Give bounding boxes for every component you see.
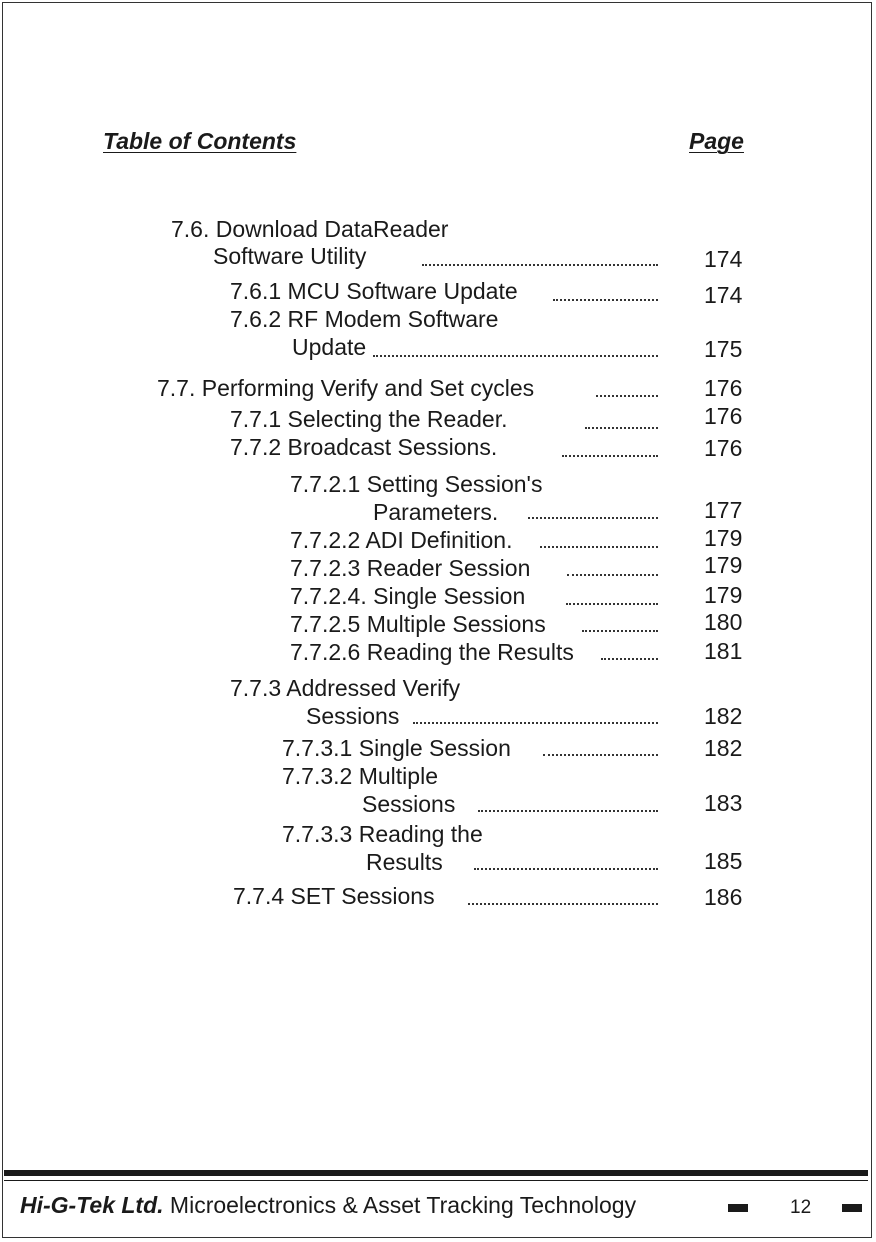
dot-leader bbox=[422, 262, 658, 266]
toc-page-7-7-2: 176 bbox=[704, 435, 743, 461]
toc-entry-7-6-line2: Software Utility bbox=[213, 243, 367, 269]
toc-page-7-6: 174 bbox=[704, 246, 743, 272]
toc-entry-7-7-2-3: 7.7.2.3 Reader Session bbox=[290, 555, 531, 581]
toc-page-7-7-3-2: 183 bbox=[704, 790, 743, 816]
toc-page-7-7-2-1: 177 bbox=[704, 497, 743, 523]
dot-leader bbox=[478, 808, 658, 812]
toc-page-7-7-3-1: 182 bbox=[704, 735, 743, 761]
dot-leader bbox=[596, 393, 658, 397]
dot-leader bbox=[582, 628, 658, 632]
toc-entry-7-7-2-1-line2: Parameters. bbox=[373, 499, 499, 525]
dot-leader bbox=[474, 866, 658, 870]
toc-page-7-7-2-3: 179 bbox=[704, 552, 743, 578]
toc-page-7-6-2: 175 bbox=[704, 336, 743, 362]
dot-leader bbox=[540, 544, 658, 548]
dot-leader bbox=[413, 720, 658, 724]
dot-leader bbox=[543, 752, 658, 756]
toc-entry-7-6-line1: 7.6. Download DataReader bbox=[171, 216, 449, 242]
dot-leader bbox=[562, 453, 658, 457]
toc-page-7-7-2-5: 180 bbox=[704, 609, 743, 635]
toc-page-7-6-1: 174 bbox=[704, 282, 743, 308]
page-number: 12 bbox=[790, 1197, 812, 1218]
toc-page-7-7-4: 186 bbox=[704, 884, 743, 910]
toc-page-7-7-2-4: 179 bbox=[704, 582, 743, 608]
toc-entry-7-7-3-3-line1: 7.7.3.3 Reading the bbox=[282, 821, 483, 847]
toc-entry-7-7-2-4: 7.7.2.4. Single Session bbox=[290, 583, 526, 609]
company-name: Hi-G-Tek Ltd. bbox=[20, 1192, 164, 1218]
toc-entry-7-7-2-5: 7.7.2.5 Multiple Sessions bbox=[290, 611, 546, 637]
toc-page-7-7-3-3: 185 bbox=[704, 848, 743, 874]
toc-entry-7-7: 7.7. Performing Verify and Set cycles bbox=[157, 375, 535, 401]
dot-leader bbox=[585, 425, 658, 429]
toc-entry-7-7-2: 7.7.2 Broadcast Sessions. bbox=[230, 434, 498, 460]
footer-marker-left bbox=[728, 1204, 748, 1212]
toc-entry-7-7-3-1: 7.7.3.1 Single Session bbox=[282, 735, 511, 761]
dot-leader bbox=[601, 656, 658, 660]
toc-entry-7-7-2-2: 7.7.2.2 ADI Definition. bbox=[290, 527, 513, 553]
toc-entry-7-7-3-3-line2: Results bbox=[366, 849, 443, 875]
toc-page-7-7: 176 bbox=[704, 375, 743, 401]
dot-leader bbox=[468, 901, 658, 905]
toc-entry-7-6-2-line2: Update bbox=[292, 334, 367, 360]
toc-entry-7-7-2-6: 7.7.2.6 Reading the Results bbox=[290, 639, 574, 665]
toc-page-7-7-2-2: 179 bbox=[704, 525, 743, 551]
toc-entry-7-7-1: 7.7.1 Selecting the Reader. bbox=[230, 406, 508, 432]
dot-leader bbox=[566, 601, 658, 605]
toc-entry-7-7-3-2-line2: Sessions bbox=[362, 791, 456, 817]
dot-leader bbox=[567, 572, 658, 576]
dot-leader bbox=[528, 515, 658, 519]
footer-rule-thick bbox=[4, 1170, 868, 1176]
dot-leader bbox=[373, 353, 658, 357]
company-tagline: Microelectronics & Asset Tracking Technology bbox=[169, 1192, 637, 1218]
toc-title: Table of Contents bbox=[103, 128, 297, 154]
toc-page-7-7-2-6: 181 bbox=[704, 638, 743, 664]
page-column-header: Page bbox=[689, 128, 744, 154]
footer-rule-thin bbox=[4, 1180, 868, 1181]
toc-page-7-7-1: 176 bbox=[704, 403, 743, 429]
toc-entry-7-7-2-1-line1: 7.7.2.1 Setting Session's bbox=[290, 471, 543, 497]
footer-marker-right bbox=[842, 1204, 862, 1212]
toc-entry-7-6-2-line1: 7.6.2 RF Modem Software bbox=[230, 306, 499, 332]
footer-text bbox=[20, 1192, 636, 1219]
toc-page-7-7-3: 182 bbox=[704, 703, 743, 729]
toc-entry-7-7-3-line1: 7.7.3 Addressed Verify bbox=[230, 675, 461, 701]
toc-entry-7-7-3-2-line1: 7.7.3.2 Multiple bbox=[282, 763, 438, 789]
dot-leader bbox=[553, 297, 658, 301]
toc-entry-7-6-1: 7.6.1 MCU Software Update bbox=[230, 278, 518, 304]
toc-entry-7-7-4: 7.7.4 SET Sessions bbox=[233, 883, 435, 909]
toc-entry-7-7-3-line2: Sessions bbox=[306, 703, 400, 729]
